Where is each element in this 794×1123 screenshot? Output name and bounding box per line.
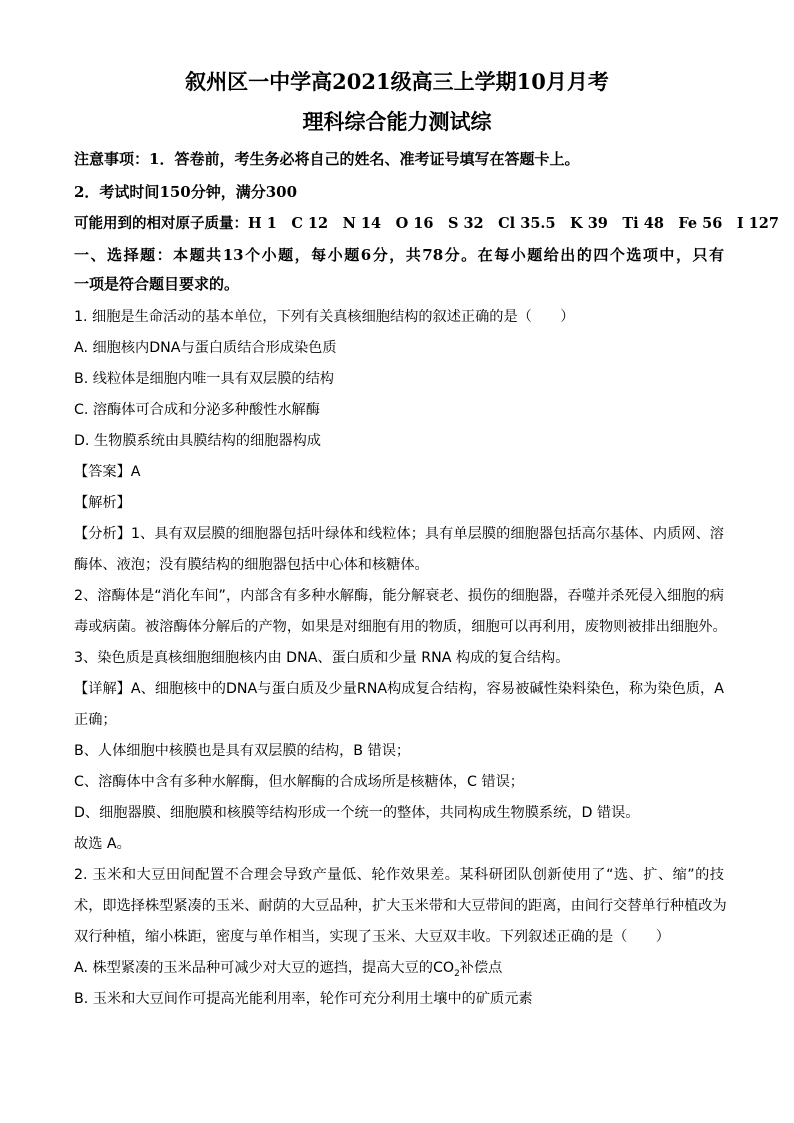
q1-option-a: A. 细胞核内DNA与蛋白质结合形成染色质 — [74, 340, 337, 356]
q2-stem-line-3: 双行种植，缩小株距，密度与单作相当，实现了玉米、大豆双丰收。下列叙述正确的是（ ） — [74, 929, 670, 945]
q2-stem-line-2: 术，即选择株型紧凑的玉米、耐荫的大豆品种，扩大玉米带和大豆带间的距离，由间行交替单行种植改为 — [74, 898, 727, 914]
q1-analysis-line-4: 毒或病菌。被溶酶体分解后的产物，如果是对细胞有用的物质，细胞可以再利用，废物则被排出细胞外。 — [74, 619, 727, 635]
q1-stem: 1. 细胞是生命活动的基本单位，下列有关真核细胞结构的叙述正确的是（ ） — [74, 309, 575, 325]
q2-option-a-text-end: 补偿点 — [459, 960, 503, 976]
q1-analysis-line-5: 3、染色质是真核细胞细胞核内由 DNA、蛋白质和少量 RNA 构成的复合结构。 — [74, 650, 570, 666]
exam-subtitle: 理科综合能力测试综 — [302, 109, 492, 134]
q2-stem-line-1: 2. 玉米和大豆田间配置不合理会导致产量低、轮作效果差。某科研团队创新使用了“选、扩、缩”的技 — [74, 867, 724, 883]
q1-detail-line-6: 故选 A。 — [74, 836, 131, 852]
q1-option-d: D. 生物膜系统由具膜结构的细胞器构成 — [74, 433, 321, 449]
q2-option-b: B. 玉米和大豆间作可提高光能利用率，轮作可充分利用土壤中的矿质元素 — [74, 991, 533, 1007]
q1-analysis-line-3: 2、溶酶体是“消化车间”，内部含有多种水解酶，能分解衰老、损伤的细胞器，吞噬并杀死侵入细胞的病 — [74, 588, 724, 604]
section-heading-line-2: 一项是符合题目要求的。 — [74, 275, 240, 293]
q1-detail-line-5: D、细胞器膜、细胞膜和核膜等结构形成一个统一的整体，共同构成生物膜系统，D 错误。 — [74, 805, 640, 821]
q1-analysis-line-2: 酶体、液泡；没有膜结构的细胞器包括中心体和核糖体。 — [74, 557, 429, 573]
section-heading-line-1: 一、选择题：本题共13个小题，每小题6分，共78分。在每小题给出的四个选项中，只有 — [74, 246, 724, 264]
notes-line-2: 2．考试时间150分钟，满分300 — [74, 183, 298, 201]
q1-detail-line-2: 正确； — [74, 712, 117, 728]
q1-detail-line-1: 【详解】A、细胞核中的DNA与蛋白质及少量RNA构成复合结构，容易被碱性染料染色，称为染色质，A — [74, 681, 724, 697]
q1-option-c: C. 溶酶体可合成和分泌多种酸性水解酶 — [74, 402, 320, 418]
q1-answer: 【答案】A — [74, 464, 141, 480]
notes-line-1: 注意事项：1．答卷前，考生务必将自己的姓名、准考证号填写在答题卡上。 — [74, 150, 580, 168]
exam-title: 叙州区一中学高2021级高三上学期10月月考 — [185, 69, 609, 94]
q1-detail-line-3: B、人体细胞中核膜也是具有双层膜的结构，B 错误； — [74, 743, 411, 759]
q2-option-a — [74, 957, 724, 979]
q2-option-a-text: A. 株型紧凑的玉米品种可减少对大豆的遮挡，提高大豆的CO — [74, 960, 455, 976]
q2-option-a-subscript: 2 — [454, 968, 460, 979]
q1-detail-line-4: C、溶酶体中含有多种水解酶，但水解酶的合成场所是核糖体，C 错误； — [74, 774, 524, 790]
q1-option-b: B. 线粒体是细胞内唯一具有双层膜的结构 — [74, 371, 334, 387]
q1-analysis-heading: 【解析】 — [74, 495, 131, 511]
notes-atomic-masses: 可能用到的相对原子质量：H 1 C 12 N 14 O 16 S 32 Cl 35.5 K 39 Ti 48 Fe 56 I 127 — [74, 215, 779, 232]
q1-analysis-line-1: 【分析】1、具有双层膜的细胞器包括叶绿体和线粒体；具有单层膜的细胞器包括高尔基体、内质网、溶 — [74, 526, 724, 542]
